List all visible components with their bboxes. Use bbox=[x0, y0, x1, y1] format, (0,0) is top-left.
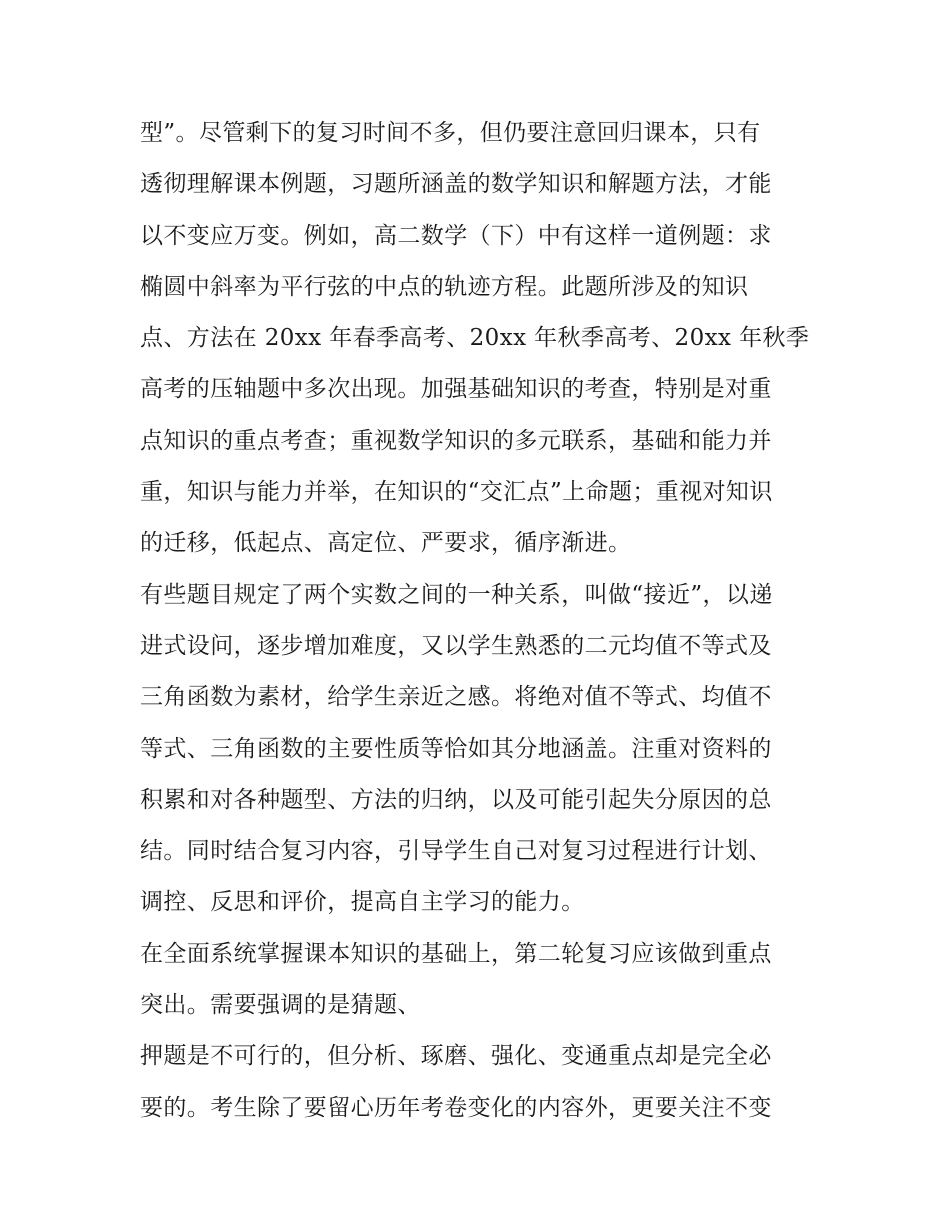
text-line: 重，知识与能力并举，在知识的“交汇点”上命题；重视对知识 bbox=[140, 479, 773, 506]
text-line: 透彻理解课本例题，习题所涵盖的数学知识和解题方法，才能 bbox=[140, 171, 772, 198]
text-line: 押题是不可行的，但分析、琢磨、强化、变通重点却是完全必 bbox=[140, 1043, 772, 1070]
text-line: 在全面系统掌握课本知识的基础上，第二轮复习应该做到重点 bbox=[140, 940, 772, 967]
text-line: 以不变应万变。例如，高二数学（下）中有这样一道例题：求 bbox=[140, 222, 772, 249]
text-line: 结。同时结合复习内容，引导学生自己对复习过程进行计划、 bbox=[140, 838, 772, 865]
text-line: 等式、三角函数的主要性质等恰如其分地涵盖。注重对资料的 bbox=[140, 735, 772, 762]
text-line: 突出。需要强调的是猜题、 bbox=[140, 992, 421, 1019]
text-line: 型”。尽管剩下的复习时间不多，但仍要注意回归课本，只有 bbox=[140, 120, 761, 146]
text-line: 进式设问，逐步增加难度，又以学生熟悉的二元均值不等式及 bbox=[140, 632, 772, 659]
text-line: 调控、反思和评价，提高自主学习的能力。 bbox=[140, 889, 585, 916]
body-text bbox=[140, 108, 820, 1134]
text-line: 点知识的重点考查；重视数学知识的多元联系，基础和能力并 bbox=[140, 427, 772, 454]
text-line: 要的。考生除了要留心历年考卷变化的内容外，更要关注不变 bbox=[140, 1094, 772, 1121]
text-line: 椭圆中斜率为平行弦的中点的轨迹方程。此题所涉及的知识 bbox=[140, 273, 749, 300]
text-line: 高考的压轴题中多次出现。加强基础知识的考查，特别是对重 bbox=[140, 376, 772, 403]
text-line: 三角函数为素材，给学生亲近之感。将绝对值不等式、均值不 bbox=[140, 684, 772, 711]
text-line: 积累和对各种题型、方法的归纳，以及可能引起失分原因的总 bbox=[140, 786, 772, 813]
text-line: 点、方法在 20xx 年春季高考、20xx 年秋季高考、20xx 年秋季 bbox=[140, 325, 810, 352]
text-line: 的迁移，低起点、高定位、严要求，循序渐进。 bbox=[140, 530, 632, 557]
text-line: 有些题目规定了两个实数之间的一种关系，叫做“接近”，以递 bbox=[140, 581, 773, 608]
